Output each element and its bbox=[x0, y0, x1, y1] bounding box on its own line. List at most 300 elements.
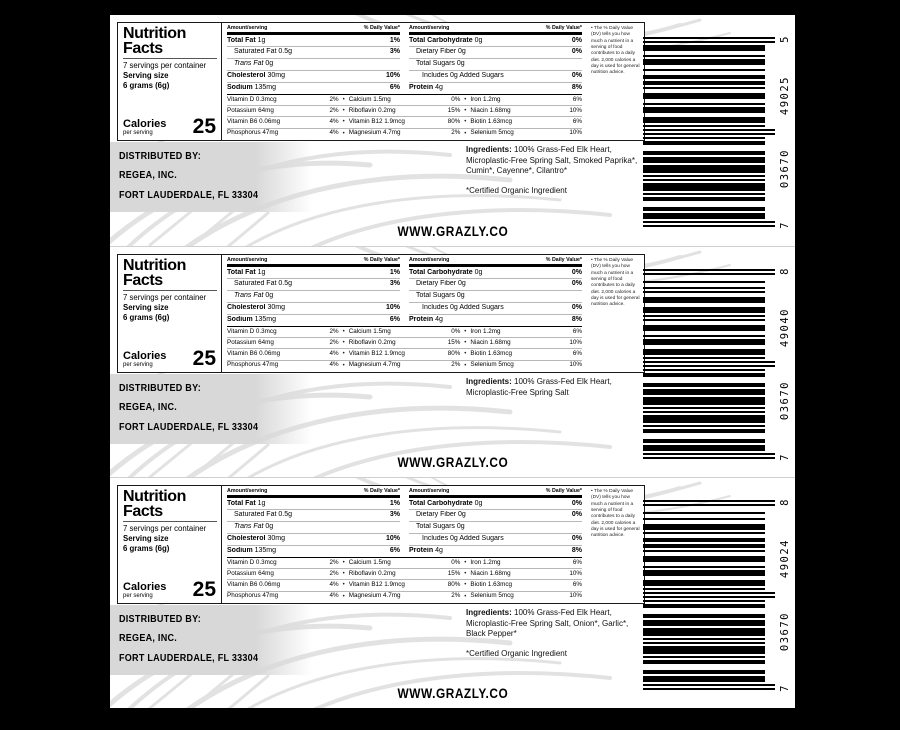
micronutrient-dv: 6% bbox=[572, 558, 582, 566]
micronutrient-name: Vitamin B12 1.9mcg bbox=[348, 350, 405, 358]
micronutrient-name: Iron 1.2mg bbox=[470, 558, 501, 566]
nutrient-row bbox=[409, 545, 582, 557]
ingredients-paragraph bbox=[466, 145, 646, 177]
nutrient-dv: 0% bbox=[571, 511, 582, 519]
nutrient-row bbox=[227, 533, 400, 545]
calories-row bbox=[123, 347, 216, 371]
nutrient-dv: 10% bbox=[385, 535, 400, 543]
nutrient-amount: 0g bbox=[265, 523, 274, 531]
nutrient-name-amount bbox=[234, 60, 273, 68]
amount-serving-header: Amount/serving bbox=[227, 25, 268, 31]
nutrient-row bbox=[227, 278, 400, 290]
nutrient-row bbox=[409, 58, 582, 70]
micronutrient-cell bbox=[349, 560, 461, 567]
daily-value-header: % Daily Value* bbox=[545, 488, 582, 494]
micronutrient-row bbox=[227, 128, 582, 139]
nutrient-amount: 0g bbox=[458, 511, 466, 519]
nutrient-name-amount bbox=[416, 511, 466, 519]
nutrient-dv: 8% bbox=[571, 316, 582, 324]
nutrient-dv bbox=[579, 523, 582, 531]
micronutrient-rows bbox=[227, 95, 582, 139]
micronutrient-row bbox=[227, 360, 582, 371]
micronutrient-name: Iron 1.2mg bbox=[470, 95, 501, 103]
micronutrient-cell bbox=[349, 329, 461, 336]
nutrient-dv: 0% bbox=[571, 72, 582, 80]
nutrition-left-column bbox=[227, 488, 400, 556]
micronutrient-dv: 2% bbox=[451, 361, 461, 369]
ingredients-label: Ingredients: bbox=[466, 145, 512, 154]
servings-per-container: 7 servings per container bbox=[123, 293, 207, 303]
daily-value-footnote: • The % Daily Value (DV) tells you how much a nutrient in a serving of food contributes to a daily diet. 2,000 calories a day is used for general nutrition advice. bbox=[591, 26, 640, 76]
bullet-separator: • bbox=[464, 339, 467, 346]
micronutrient-cell bbox=[470, 97, 582, 104]
nutrient-dv: 1% bbox=[389, 36, 400, 44]
nutrient-dv: 8% bbox=[571, 547, 582, 555]
nutrient-row bbox=[227, 302, 400, 314]
nutrient-name-amount bbox=[422, 304, 504, 312]
nutrient-dv bbox=[579, 292, 582, 300]
calories-row bbox=[123, 578, 216, 602]
distributor-line-3: FORT LAUDERDALE, FL 33304 bbox=[119, 420, 259, 433]
micronutrient-cell bbox=[227, 329, 339, 336]
title-line-2: Facts bbox=[123, 272, 163, 290]
nutrient-name: Sodium bbox=[227, 84, 253, 92]
left-nutrient-rows bbox=[227, 35, 400, 93]
nutrient-row bbox=[227, 70, 400, 82]
bullet-separator: • bbox=[464, 351, 467, 358]
calories-label: Calories bbox=[123, 581, 167, 593]
distributor-line-2: REGEA, INC. bbox=[119, 169, 178, 182]
micronutrient-dv: 6% bbox=[572, 581, 582, 589]
micronutrient-cell bbox=[470, 108, 582, 115]
serving-size-value: 6 grams (6g) bbox=[123, 81, 170, 91]
barcode-digits bbox=[775, 267, 795, 461]
micronutrient-cell bbox=[470, 560, 582, 567]
nutrient-row bbox=[227, 314, 400, 326]
micronutrient-name: Riboflavin 0.2mg bbox=[348, 106, 396, 114]
micronutrient-name: Vitamin B6 0.06mg bbox=[227, 118, 281, 126]
calories-sublabel: per serving bbox=[123, 593, 153, 599]
barcode-bar bbox=[643, 415, 765, 423]
barcode-group2: 49025 bbox=[779, 76, 791, 116]
nutrient-name: Saturated Fat bbox=[234, 280, 277, 288]
nutrient-dv: 0% bbox=[571, 48, 582, 56]
micronutrient-name: Niacin 1.68mg bbox=[470, 569, 511, 577]
micronutrient-cell bbox=[349, 340, 461, 347]
nutrition-table bbox=[222, 255, 587, 372]
nutrient-row bbox=[409, 302, 582, 314]
micronutrient-cell bbox=[227, 130, 339, 137]
micronutrient-name: Selenium 5mcg bbox=[470, 129, 514, 137]
micronutrient-dv: 2% bbox=[329, 106, 339, 114]
barcode-bars bbox=[643, 500, 775, 690]
barcode-bar bbox=[643, 628, 765, 636]
bullet-separator: • bbox=[342, 107, 345, 114]
bullet-separator: • bbox=[464, 570, 467, 577]
barcode-bar bbox=[643, 457, 775, 459]
ingredients-text: 100% Grass-Fed Elk Heart, Microplastic-Free Spring Salt bbox=[466, 377, 612, 397]
micronutrient-dv: 2% bbox=[329, 558, 339, 566]
website-url: WWW.GRAZLY.CO bbox=[397, 686, 508, 701]
left-nutrient-rows bbox=[227, 498, 400, 556]
calories-label: Calories bbox=[123, 350, 167, 362]
micronutrient-dv: 4% bbox=[329, 361, 339, 369]
nutrient-name-amount bbox=[227, 304, 285, 312]
micronutrient-cell bbox=[349, 593, 461, 600]
micronutrient-cell bbox=[470, 340, 582, 347]
micronutrient-name: Vitamin B6 0.06mg bbox=[227, 581, 281, 589]
barcode-group2: 49024 bbox=[779, 539, 791, 579]
nutrient-dv: 0% bbox=[571, 280, 582, 288]
nutrient-name: Total Sugars bbox=[416, 292, 455, 300]
barcode-lead-digit: 7 bbox=[779, 453, 791, 461]
micronutrient-cell bbox=[227, 119, 339, 126]
nutrient-dv bbox=[397, 523, 400, 531]
nutrient-name: Cholesterol bbox=[227, 72, 266, 80]
micronutrient-dv: 2% bbox=[451, 129, 461, 137]
nutrient-row bbox=[227, 509, 400, 521]
nutrient-name: Cholesterol bbox=[227, 535, 266, 543]
website-url: WWW.GRAZLY.CO bbox=[397, 455, 508, 470]
title-line-1: Nutrition bbox=[123, 488, 187, 505]
micronutrient-name: Calcium 1.5mg bbox=[348, 95, 391, 103]
barcode-group2: 49040 bbox=[779, 308, 791, 348]
nutrient-row bbox=[227, 58, 400, 70]
nutrient-row bbox=[409, 509, 582, 521]
micronutrient-dv: 4% bbox=[329, 592, 339, 600]
micronutrient-dv: 10% bbox=[569, 361, 582, 369]
micronutrient-name: Potassium 64mg bbox=[227, 338, 274, 346]
distributor-line-2: REGEA, INC. bbox=[119, 632, 178, 645]
product-label bbox=[110, 15, 795, 246]
nutrient-dv: 0% bbox=[571, 535, 582, 543]
amount-serving-header: Amount/serving bbox=[227, 488, 268, 494]
nutrient-row bbox=[227, 290, 400, 302]
barcode bbox=[641, 269, 795, 459]
micronutrient-name: Biotin 1.63mcg bbox=[470, 118, 513, 126]
barcode-bar bbox=[643, 646, 765, 654]
barcode-group1: 03670 bbox=[779, 148, 791, 188]
servings-per-container: 7 servings per container bbox=[123, 524, 207, 534]
nutrient-name: Total Carbohydrate bbox=[409, 268, 473, 276]
nutrient-row bbox=[409, 46, 582, 58]
micronutrient-row bbox=[227, 591, 582, 602]
micronutrient-cell bbox=[470, 362, 582, 369]
nutrient-name-amount bbox=[227, 535, 285, 543]
nutrient-name-amount bbox=[227, 269, 265, 277]
micronutrient-name: Phosphorus 47mg bbox=[227, 129, 279, 137]
nutrient-row bbox=[409, 267, 582, 278]
nutrient-row bbox=[409, 521, 582, 533]
ingredients-block bbox=[466, 377, 646, 407]
nutrient-name-amount bbox=[227, 316, 276, 324]
distributor-line-3: FORT LAUDERDALE, FL 33304 bbox=[119, 188, 259, 201]
micronutrient-name: Vitamin D 0.3mcg bbox=[227, 95, 277, 103]
nutrient-name: Total Fat bbox=[227, 499, 256, 507]
nutrient-row bbox=[409, 498, 582, 509]
micronutrient-dv: 15% bbox=[447, 338, 461, 346]
bullet-separator: • bbox=[342, 570, 345, 577]
nutrient-amount: 0.5g bbox=[278, 280, 292, 288]
nutrient-name: Includes 0g Added Sugars bbox=[422, 535, 504, 543]
nutrient-name: Total Fat bbox=[227, 268, 256, 276]
nutrient-amount: 30mg bbox=[267, 304, 285, 312]
calories-row bbox=[123, 115, 216, 139]
micronutrient-dv: 10% bbox=[569, 106, 582, 114]
micronutrient-dv: 2% bbox=[329, 327, 339, 335]
calories-label-block bbox=[123, 119, 166, 136]
nutrient-name-amount bbox=[227, 37, 265, 45]
nutrition-right-column bbox=[409, 257, 582, 325]
micronutrient-cell bbox=[227, 97, 339, 104]
micronutrient-dv: 4% bbox=[329, 581, 339, 589]
distributor-block bbox=[110, 605, 312, 675]
bullet-separator: • bbox=[342, 582, 345, 589]
nutrient-name-amount bbox=[416, 523, 465, 531]
title-line-1: Nutrition bbox=[123, 257, 187, 274]
micronutrient-cell bbox=[227, 351, 339, 358]
nutrient-amount: 0.5g bbox=[278, 511, 292, 519]
calories-value: 25 bbox=[192, 578, 216, 602]
micronutrient-name: Selenium 5mcg bbox=[470, 361, 514, 369]
nutrient-dv: 10% bbox=[385, 72, 400, 80]
nutrient-name: Protein bbox=[409, 84, 434, 92]
column-header bbox=[409, 488, 582, 498]
micronutrient-name: Potassium 64mg bbox=[227, 106, 274, 114]
nutrition-table bbox=[222, 23, 587, 140]
distributor-block bbox=[110, 142, 312, 212]
nutrient-row bbox=[409, 35, 582, 46]
nutrient-row bbox=[409, 70, 582, 82]
nutrient-name: Total Carbohydrate bbox=[409, 499, 473, 507]
nutrient-amount: 0g bbox=[474, 268, 483, 276]
nutrient-name: Dietary Fiber bbox=[416, 48, 457, 56]
nutrient-dv: 8% bbox=[571, 84, 582, 92]
column-header bbox=[409, 25, 582, 35]
barcode-check-digit: 8 bbox=[779, 498, 791, 506]
barcode bbox=[641, 500, 795, 690]
left-nutrient-rows bbox=[227, 267, 400, 325]
nutrient-row bbox=[409, 533, 582, 545]
bullet-separator: • bbox=[464, 130, 467, 137]
distributor-line-3: FORT LAUDERDALE, FL 33304 bbox=[119, 651, 259, 664]
nutrient-amount: 4g bbox=[435, 84, 443, 92]
micronutrient-dv: 0% bbox=[451, 327, 461, 335]
ingredients-text: 100% Grass-Fed Elk Heart, Microplastic-Free Spring Salt, Smoked Paprika*, Cumin*, Cayenne*, Cilantro* bbox=[466, 145, 638, 176]
nutrient-dv: 3% bbox=[389, 511, 400, 519]
micronutrient-row bbox=[227, 105, 582, 116]
nutrient-amount: 1g bbox=[257, 268, 266, 276]
nutrient-amount: 0g bbox=[456, 523, 465, 531]
nutrient-dv: 3% bbox=[389, 280, 400, 288]
micronutrient-cell bbox=[349, 351, 461, 358]
micronutrient-dv: 2% bbox=[451, 592, 461, 600]
nutrient-name: Protein bbox=[409, 547, 434, 555]
micronutrient-cell bbox=[227, 571, 339, 578]
certified-organic-note: *Certified Organic Ingredient bbox=[466, 185, 567, 195]
nutrient-dv: 6% bbox=[389, 316, 400, 324]
micronutrient-dv: 15% bbox=[447, 569, 461, 577]
nutrient-name-amount bbox=[409, 84, 443, 92]
nutrient-name: Trans Fat bbox=[234, 60, 264, 68]
nutrient-amount: 30mg bbox=[267, 535, 285, 543]
nutrient-name-amount bbox=[416, 280, 466, 288]
title-line-2: Facts bbox=[123, 40, 163, 58]
nutrient-row bbox=[227, 35, 400, 46]
product-label bbox=[110, 246, 795, 477]
nutrient-row bbox=[409, 290, 582, 302]
nutrient-dv: 1% bbox=[389, 268, 400, 276]
micronutrient-cell bbox=[470, 571, 582, 578]
barcode-lead-digit: 7 bbox=[779, 684, 791, 692]
micronutrient-cell bbox=[227, 108, 339, 115]
right-nutrient-rows bbox=[409, 498, 582, 556]
distributor-block bbox=[110, 374, 312, 444]
ingredients-paragraph bbox=[466, 608, 646, 640]
nutrition-facts-title bbox=[123, 258, 217, 291]
nutrient-amount: 0g bbox=[265, 60, 274, 68]
micronutrient-cell bbox=[227, 362, 339, 369]
micronutrient-cell bbox=[470, 593, 582, 600]
amount-serving-header: Amount/serving bbox=[409, 257, 450, 263]
calories-value: 25 bbox=[192, 115, 216, 139]
micronutrient-row bbox=[227, 116, 582, 127]
nutrient-name-amount bbox=[422, 535, 504, 543]
barcode-bar bbox=[643, 165, 765, 173]
right-nutrient-rows bbox=[409, 35, 582, 93]
micronutrient-cell bbox=[227, 340, 339, 347]
micronutrient-cell bbox=[470, 582, 582, 589]
nutrition-right-column bbox=[409, 25, 582, 93]
micronutrient-name: Niacin 1.68mg bbox=[470, 106, 511, 114]
daily-value-header: % Daily Value* bbox=[363, 488, 400, 494]
distributor-line-1: DISTRIBUTED BY: bbox=[119, 613, 201, 625]
nutrition-columns bbox=[227, 257, 582, 325]
bullet-separator: • bbox=[342, 328, 345, 335]
micronutrient-dv: 6% bbox=[572, 350, 582, 358]
micronutrient-dv: 2% bbox=[329, 338, 339, 346]
nutrient-name-amount bbox=[234, 48, 292, 56]
column-header bbox=[227, 257, 400, 267]
ingredients-paragraph bbox=[466, 377, 646, 398]
nutrient-dv bbox=[397, 292, 400, 300]
nutrient-amount: 0g bbox=[265, 292, 274, 300]
calories-sublabel: per serving bbox=[123, 130, 153, 136]
nutrient-amount: 0g bbox=[456, 292, 465, 300]
nutrient-name-amount bbox=[416, 60, 465, 68]
bullet-separator: • bbox=[464, 362, 467, 369]
micronutrient-dv: 4% bbox=[329, 118, 339, 126]
micronutrient-cell bbox=[349, 97, 461, 104]
micronutrient-name: Biotin 1.63mcg bbox=[470, 581, 513, 589]
nutrition-facts-left-block bbox=[118, 23, 222, 140]
micronutrient-cell bbox=[470, 329, 582, 336]
column-header bbox=[227, 488, 400, 498]
calories-sublabel: per serving bbox=[123, 362, 153, 368]
micronutrient-cell bbox=[349, 362, 461, 369]
micronutrient-cell bbox=[349, 130, 461, 137]
column-header bbox=[409, 257, 582, 267]
barcode-check-digit: 8 bbox=[779, 267, 791, 275]
micronutrient-row bbox=[227, 348, 582, 359]
micronutrient-dv: 80% bbox=[447, 581, 461, 589]
nutrient-amount: 30mg bbox=[267, 72, 285, 80]
nutrient-name: Trans Fat bbox=[234, 523, 264, 531]
nutrient-dv: 0% bbox=[571, 268, 582, 276]
nutrient-dv bbox=[579, 60, 582, 68]
micronutrient-row bbox=[227, 579, 582, 590]
micronutrient-name: Phosphorus 47mg bbox=[227, 361, 279, 369]
right-nutrient-rows bbox=[409, 267, 582, 325]
micronutrient-dv: 0% bbox=[451, 558, 461, 566]
nutrition-facts-left-block bbox=[118, 255, 222, 372]
nutrient-amount: 0.5g bbox=[278, 48, 292, 56]
micronutrient-name: Calcium 1.5mg bbox=[348, 558, 391, 566]
micronutrient-rows bbox=[227, 327, 582, 371]
ingredients-block bbox=[466, 608, 646, 659]
micronutrient-dv: 10% bbox=[569, 569, 582, 577]
nutrition-left-column bbox=[227, 25, 400, 93]
nutrient-dv: 0% bbox=[571, 499, 582, 507]
micronutrient-row bbox=[227, 337, 582, 348]
micronutrient-cell bbox=[349, 582, 461, 589]
nutrition-facts-title bbox=[123, 26, 217, 59]
website-url: WWW.GRAZLY.CO bbox=[397, 224, 508, 239]
nutrient-dv: 6% bbox=[389, 547, 400, 555]
calories-label-block bbox=[123, 582, 166, 599]
bullet-separator: • bbox=[342, 119, 345, 126]
serving-size-label: Serving size bbox=[123, 71, 169, 81]
nutrient-name-amount bbox=[416, 292, 465, 300]
nutrient-amount: 4g bbox=[435, 547, 443, 555]
micronutrient-dv: 0% bbox=[451, 95, 461, 103]
bullet-separator: • bbox=[464, 593, 467, 600]
bullet-separator: • bbox=[342, 593, 345, 600]
micronutrient-dv: 10% bbox=[569, 592, 582, 600]
nutrient-dv: 6% bbox=[389, 84, 400, 92]
micronutrient-dv: 80% bbox=[447, 350, 461, 358]
daily-value-header: % Daily Value* bbox=[545, 257, 582, 263]
bullet-separator: • bbox=[342, 351, 345, 358]
amount-serving-header: Amount/serving bbox=[409, 488, 450, 494]
barcode-check-digit: 5 bbox=[779, 35, 791, 43]
nutrient-dv: 3% bbox=[389, 48, 400, 56]
distributor-line-1: DISTRIBUTED BY: bbox=[119, 382, 201, 394]
serving-size-value: 6 grams (6g) bbox=[123, 313, 170, 323]
servings-per-container: 7 servings per container bbox=[123, 61, 207, 71]
column-header bbox=[227, 25, 400, 35]
micronutrient-row bbox=[227, 327, 582, 337]
nutrient-name-amount bbox=[409, 500, 482, 508]
daily-value-header: % Daily Value* bbox=[545, 25, 582, 31]
nutrition-facts-panel bbox=[117, 22, 645, 141]
micronutrient-dv: 15% bbox=[447, 106, 461, 114]
nutrition-right-column bbox=[409, 488, 582, 556]
micronutrient-cell bbox=[349, 108, 461, 115]
micronutrient-cell bbox=[470, 130, 582, 137]
title-line-2: Facts bbox=[123, 503, 163, 521]
amount-serving-header: Amount/serving bbox=[409, 25, 450, 31]
nutrient-name-amount bbox=[234, 523, 273, 531]
nutrient-amount: 135mg bbox=[254, 316, 277, 324]
micronutrient-dv: 2% bbox=[329, 95, 339, 103]
nutrient-name: Total Carbohydrate bbox=[409, 36, 473, 44]
nutrient-name-amount bbox=[227, 500, 265, 508]
nutrient-name-amount bbox=[416, 48, 466, 56]
nutrient-name-amount bbox=[227, 547, 276, 555]
nutrient-dv: 1% bbox=[389, 499, 400, 507]
daily-value-header: % Daily Value* bbox=[363, 25, 400, 31]
